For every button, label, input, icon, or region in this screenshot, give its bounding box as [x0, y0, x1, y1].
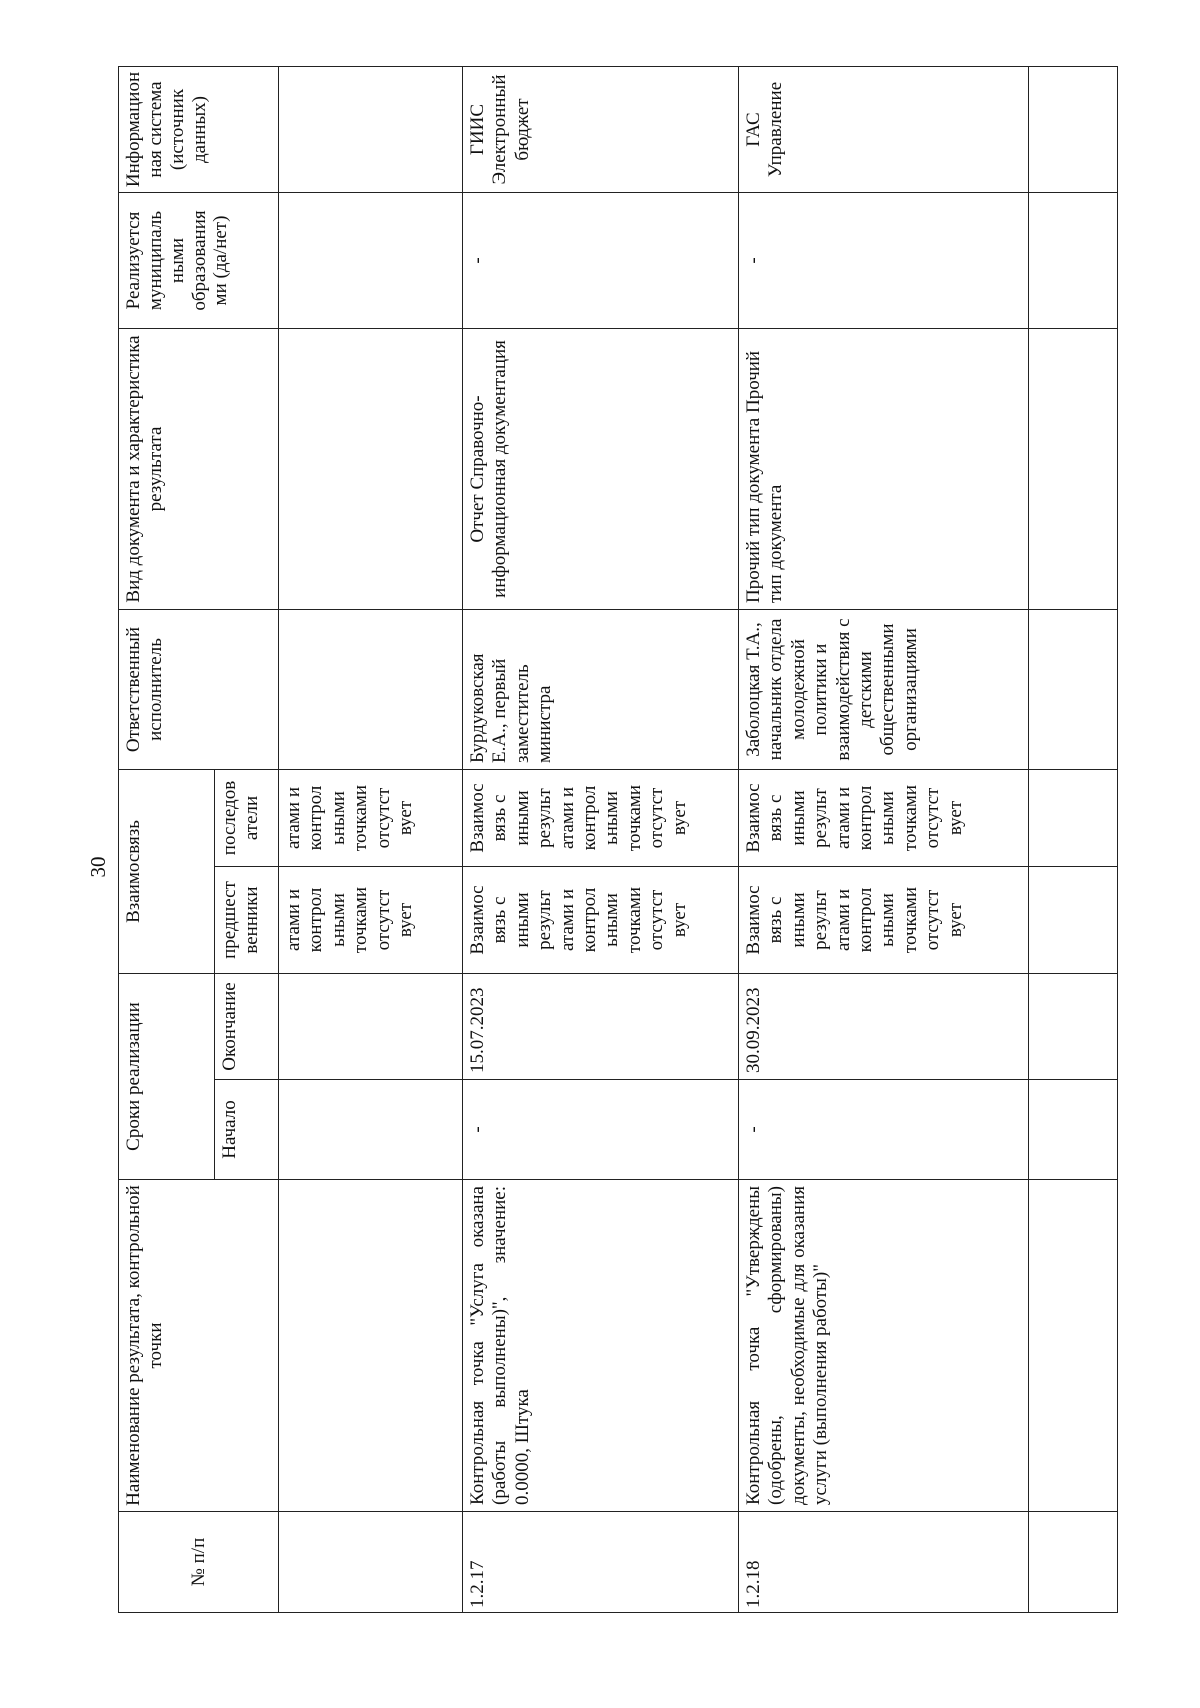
table-row: [739, 67, 1029, 1613]
header-num: № п/п: [119, 1512, 279, 1613]
header-end: Окончание: [215, 974, 279, 1080]
header-responsible: Ответственный исполнитель: [119, 610, 279, 770]
page-number: 30: [86, 856, 110, 878]
row-number: 1.2.18: [739, 1512, 1029, 1613]
empty-cell: [1029, 329, 1118, 610]
rotated-table-container: [118, 67, 1118, 1613]
table-row-empty: [1029, 67, 1118, 1613]
row-document: Прочий тип документа Прочий тип документа: [739, 329, 1029, 610]
header-terms: Сроки реализации: [119, 974, 215, 1180]
empty-cell: [1029, 1512, 1118, 1613]
row-predecessors: Взаимос вязь с иными результ атами и контрол ьными точками отсутст вует: [739, 867, 1029, 974]
header-system: Информацион ная система (источник данных): [119, 67, 279, 193]
header-relation: Взаимосвязь: [119, 770, 215, 974]
row-document: Отчет Справочно-информационная документация: [463, 329, 739, 610]
header-document: Вид документа и характеристика результата: [119, 329, 279, 610]
row-municipal: [279, 193, 463, 329]
row-successors: Взаимос вязь с иными результ атами и контрол ьными точками отсутст вует: [739, 770, 1029, 867]
header-municipal: Реализуется муниципаль ными образования ми (да/нет): [119, 193, 279, 329]
empty-cell: [1029, 1080, 1118, 1180]
row-name: Контрольная точка "Услуга оказана (работы выполнены)", значение: 0.0000, Штука: [463, 1180, 739, 1512]
empty-cell: [1029, 974, 1118, 1080]
row-start: -: [463, 1080, 739, 1180]
row-end: [279, 974, 463, 1080]
row-responsible: Заболоцкая Т.А., начальник отдела молодежной политики и взаимодействия с детскими общественными организациями: [739, 610, 1029, 770]
row-responsible: [279, 610, 463, 770]
row-number: 1.2.17: [463, 1512, 739, 1613]
row-name: Контрольная точка "Утверждены (одобрены, сформированы) документы, необходимые для оказания услуги (выполнения работы)": [739, 1180, 1029, 1512]
row-system: [279, 67, 463, 193]
empty-cell: [1029, 193, 1118, 329]
table-row: [279, 67, 463, 1613]
empty-cell: [1029, 770, 1118, 867]
row-predecessors: Взаимос вязь с иными результ атами и контрол ьными точками отсутст вует: [463, 867, 739, 974]
table-row: [463, 67, 739, 1613]
header-successors: последов атели: [215, 770, 279, 867]
row-municipal: -: [739, 193, 1029, 329]
row-end: 30.09.2023: [739, 974, 1029, 1080]
row-successors: Взаимос вязь с иными результ атами и контрол ьными точками отсутст вует: [463, 770, 739, 867]
empty-cell: [1029, 610, 1118, 770]
header-row-1: [119, 67, 215, 1613]
row-name: [279, 1180, 463, 1512]
results-table: [118, 66, 1118, 1613]
header-predecessors: предшест венники: [215, 867, 279, 974]
row-predecessors: атами и контрол ьными точками отсутст вует: [279, 867, 463, 974]
row-start: -: [739, 1080, 1029, 1180]
empty-cell: [1029, 867, 1118, 974]
empty-cell: [1029, 1180, 1118, 1512]
row-municipal: -: [463, 193, 739, 329]
row-responsible: Бурдуковская Е.А., первый заместитель министра: [463, 610, 739, 770]
row-end: 15.07.2023: [463, 974, 739, 1080]
header-start: Начало: [215, 1080, 279, 1180]
row-number: [279, 1512, 463, 1613]
row-successors: атами и контрол ьными точками отсутст вует: [279, 770, 463, 867]
row-system: ГИИС Электронный бюджет: [463, 67, 739, 193]
row-system: ГАС Управление: [739, 67, 1029, 193]
header-name: Наименование результата, контрольной точки: [119, 1180, 279, 1512]
empty-cell: [1029, 67, 1118, 193]
row-document: [279, 329, 463, 610]
row-start: [279, 1080, 463, 1180]
